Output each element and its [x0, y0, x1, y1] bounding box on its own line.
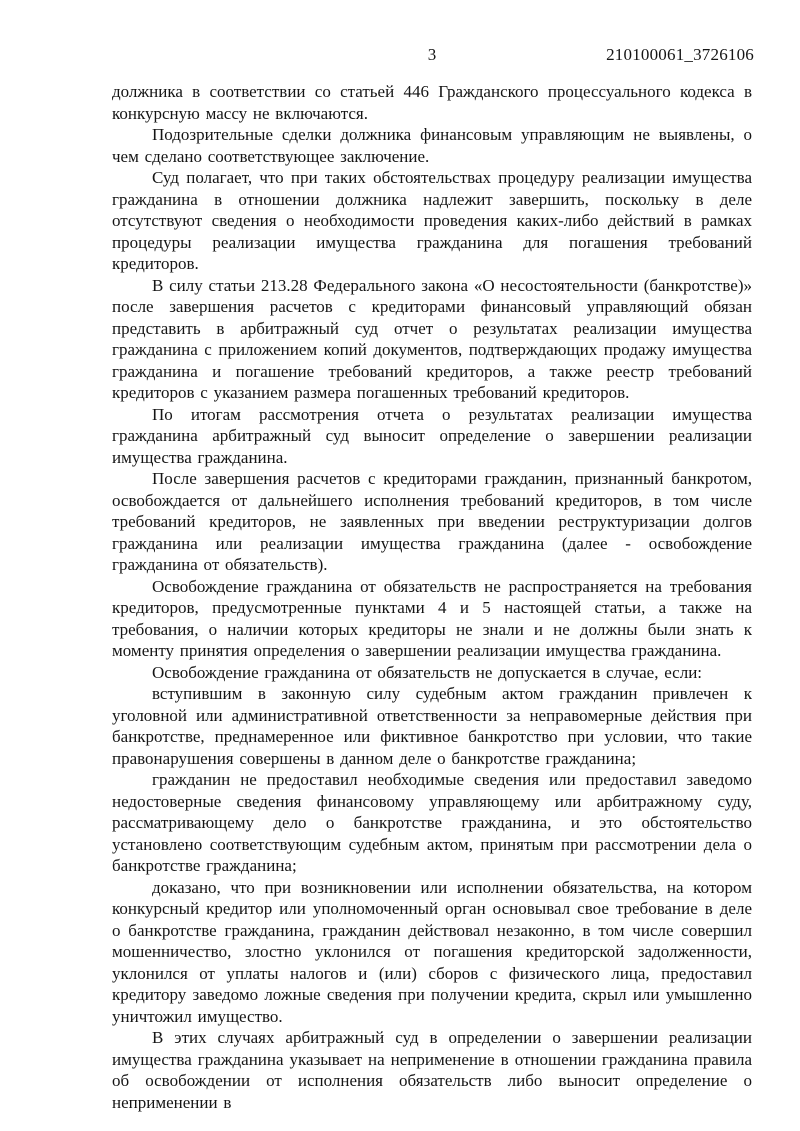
- page-header: [112, 44, 752, 66]
- paragraph: Подозрительные сделки должника финансовым управляющим не выявлены, о чем сделано соответствующее заключение.: [112, 125, 752, 166]
- document-body-text: [112, 81, 752, 1113]
- paragraph: В этих случаях арбитражный суд в определении о завершении реализации имущества гражданина указывает на неприменение в отношении гражданина правила об освобождении от исполнения обязательств либо выносит определение о неприменении в: [112, 1028, 752, 1112]
- paragraph: должника в соответствии со статьей 446 Гражданского процессуального кодекса в конкурсную массу не включаются.: [112, 82, 752, 123]
- paragraph: По итогам рассмотрения отчета о результатах реализации имущества гражданина арбитражный суд выносит определение о завершении реализации имущества гражданина.: [112, 404, 752, 467]
- paragraph: После завершения расчетов с кредиторами гражданин, признанный банкротом, освобождается от дальнейшего исполнения требований кредиторов, в том числе требований кредиторов, не заявленных при введении реструктуризации долгов гражданина или реализации имущества гражданина (далее - освобождение гражданина от обязательств).: [112, 469, 752, 574]
- paragraph: гражданин не предоставил необходимые сведения или предоставил заведомо недостоверные сведения финансовому управляющему или арбитражному суду, рассматривающему дело о банкротстве гражданина, и это обстоятельство установлено соответствующим судебным актом, принятым при рассмотрении дела о банкротстве гражданина;: [112, 770, 752, 875]
- document-id: 210100061_3726106: [606, 45, 754, 64]
- page-number: 3: [427, 45, 437, 64]
- document-content: [112, 44, 752, 1113]
- paragraph: В силу статьи 213.28 Федерального закона «О несостоятельности (банкротстве)» после завершения расчетов с кредиторами финансовый управляющий обязан представить в арбитражный суд отчет о результатах реализации имущества гражданина с приложением копий документов, подтверждающих продажу имущества гражданина и погашение требований кредиторов, а также реестр требований кредиторов с указанием размера погашенных требований кредиторов.: [112, 275, 752, 402]
- paragraph: Освобождение гражданина от обязательств не распространяется на требования кредиторов, предусмотренные пунктами 4 и 5 настоящей статьи, а также на требования, о наличии которых кредиторы не знали и не должны были знать к моменту принятия определения о завершении реализации имущества гражданина.: [112, 576, 752, 660]
- paragraph: доказано, что при возникновении или исполнении обязательства, на котором конкурсный кредитор или уполномоченный орган основывал свое требование в деле о банкротстве гражданина, гражданин действовал незаконно, в том числе совершил мошенничество, злостно уклонился от погашения кредиторской задолженности, уклонился от уплаты налогов и (или) сборов с физического лица, предоставил кредитору заведомо ложные сведения при получении кредита, скрыл или умышленно уничтожил имущество.: [112, 877, 752, 1026]
- paragraph: вступившим в законную силу судебным актом гражданин привлечен к уголовной или административной ответственности за неправомерные действия при банкротстве, преднамеренное или фиктивное банкротство при условии, что такие правонарушения совершены в данном деле о банкротстве гражданина;: [112, 684, 752, 768]
- paragraph: Суд полагает, что при таких обстоятельствах процедуру реализации имущества гражданина в отношении должника надлежит завершить, поскольку в деле отсутствуют сведения о необходимости проведения каких-либо действий в рамках процедуры реализации имущества гражданина для погашения требований кредиторов.: [112, 168, 752, 273]
- paragraph: Освобождение гражданина от обязательств не допускается в случае, если:: [152, 662, 703, 682]
